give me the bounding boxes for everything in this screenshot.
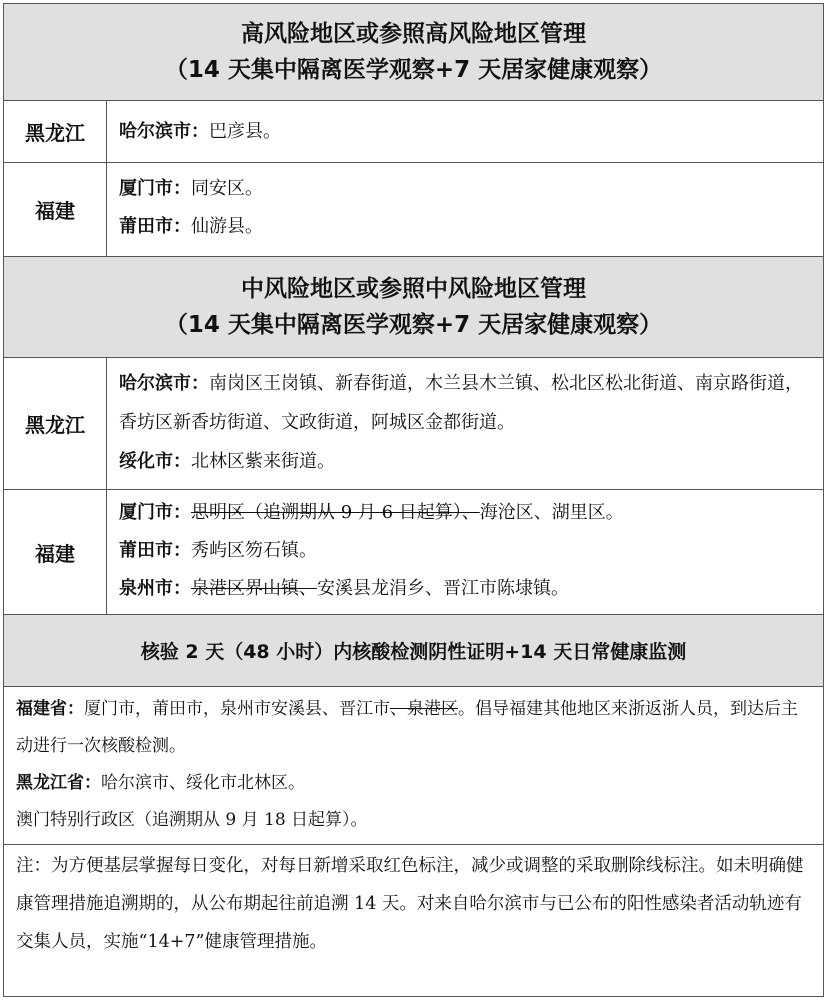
area-text: 安溪县龙涓乡、晋江市陈埭镇。	[317, 578, 569, 599]
city-label: 哈尔滨市：	[119, 120, 209, 142]
areas-cell	[107, 101, 823, 162]
area-text: 巴彦县。	[209, 120, 281, 142]
province-cell: 福建	[4, 163, 107, 256]
removed-area-text: 、泉港区	[390, 699, 458, 719]
area-text: 厦门市，莆田市，泉州市安溪县、晋江市	[84, 699, 390, 719]
medium-risk-row-fujian	[4, 490, 823, 615]
province-cell: 黑龙江	[4, 358, 107, 489]
nucleic-test-areas	[4, 687, 823, 845]
province-cell: 福建	[4, 490, 107, 614]
city-label: 哈尔滨市：	[119, 373, 209, 394]
medium-risk-title: 中风险地区或参照中风险地区管理	[241, 276, 586, 302]
city-label: 厦门市：	[119, 178, 191, 199]
medium-risk-subtitle: （14 天集中隔离医学观察+7 天居家健康观察）	[164, 312, 663, 338]
medium-risk-row-heilongjiang	[4, 358, 823, 490]
city-label: 厦门市：	[119, 502, 191, 523]
area-text: 海沧区、湖里区。	[479, 502, 624, 523]
high-risk-title: 高风险地区或参照高风险地区管理	[241, 21, 586, 47]
footnote: 注：为方便基层掌握每日变化，对每日新增采取红色标注，减少或调整的采取删除线标注。如未明确健康管理措施追溯期的，从公布期起往前追溯 14 天。对来自哈尔滨市与已公布的阳性感染者活动轨迹有交集人员，实施“14+7”健康管理措施。	[16, 856, 804, 952]
area-text: 南岗区王岗镇、新春街道，木兰县木兰镇、松北区松北街道、南京路街道，香坊区新香坊街道、文政街道，阿城区金都街道。	[119, 373, 803, 433]
province-label: 福建省：	[16, 699, 84, 719]
area-text: 北林区紫来街道。	[191, 451, 335, 472]
city-label: 莆田市：	[119, 216, 191, 237]
areas-cell	[107, 163, 823, 256]
risk-area-table	[3, 3, 824, 997]
area-text: 秀屿区笏石镇。	[191, 540, 317, 561]
city-label: 绥化市：	[119, 451, 191, 472]
area-text: 同安区。	[191, 178, 263, 199]
areas-cell	[107, 490, 823, 614]
macau-text: 澳门特别行政区（追溯期从 9 月 18 日起算）。	[16, 810, 368, 830]
area-text: 哈尔滨市、绥化市北林区。	[101, 773, 305, 793]
high-risk-row-heilongjiang	[4, 101, 823, 163]
province-cell: 黑龙江	[4, 101, 107, 162]
nucleic-test-header: 核验 2 天（48 小时）内核酸检测阴性证明+14 天日常健康监测	[4, 615, 823, 687]
province-label: 黑龙江省：	[16, 773, 101, 793]
removed-area-text: 思明区（追溯期从 9 月 6 日起算）、	[191, 502, 480, 523]
city-label: 莆田市：	[119, 540, 191, 561]
city-label: 泉州市：	[119, 578, 191, 599]
high-risk-subtitle: （14 天集中隔离医学观察+7 天居家健康观察）	[164, 57, 663, 83]
high-risk-row-fujian	[4, 163, 823, 257]
area-text: 仙游县。	[191, 216, 263, 237]
removed-area-text: 泉港区界山镇、	[191, 578, 317, 599]
areas-cell	[107, 358, 823, 489]
area-text: 。倡导福建其他地区来浙返浙人员，到达后主动进行一次核酸检测。	[16, 699, 798, 756]
high-risk-header	[4, 4, 823, 101]
medium-risk-header	[4, 257, 823, 358]
